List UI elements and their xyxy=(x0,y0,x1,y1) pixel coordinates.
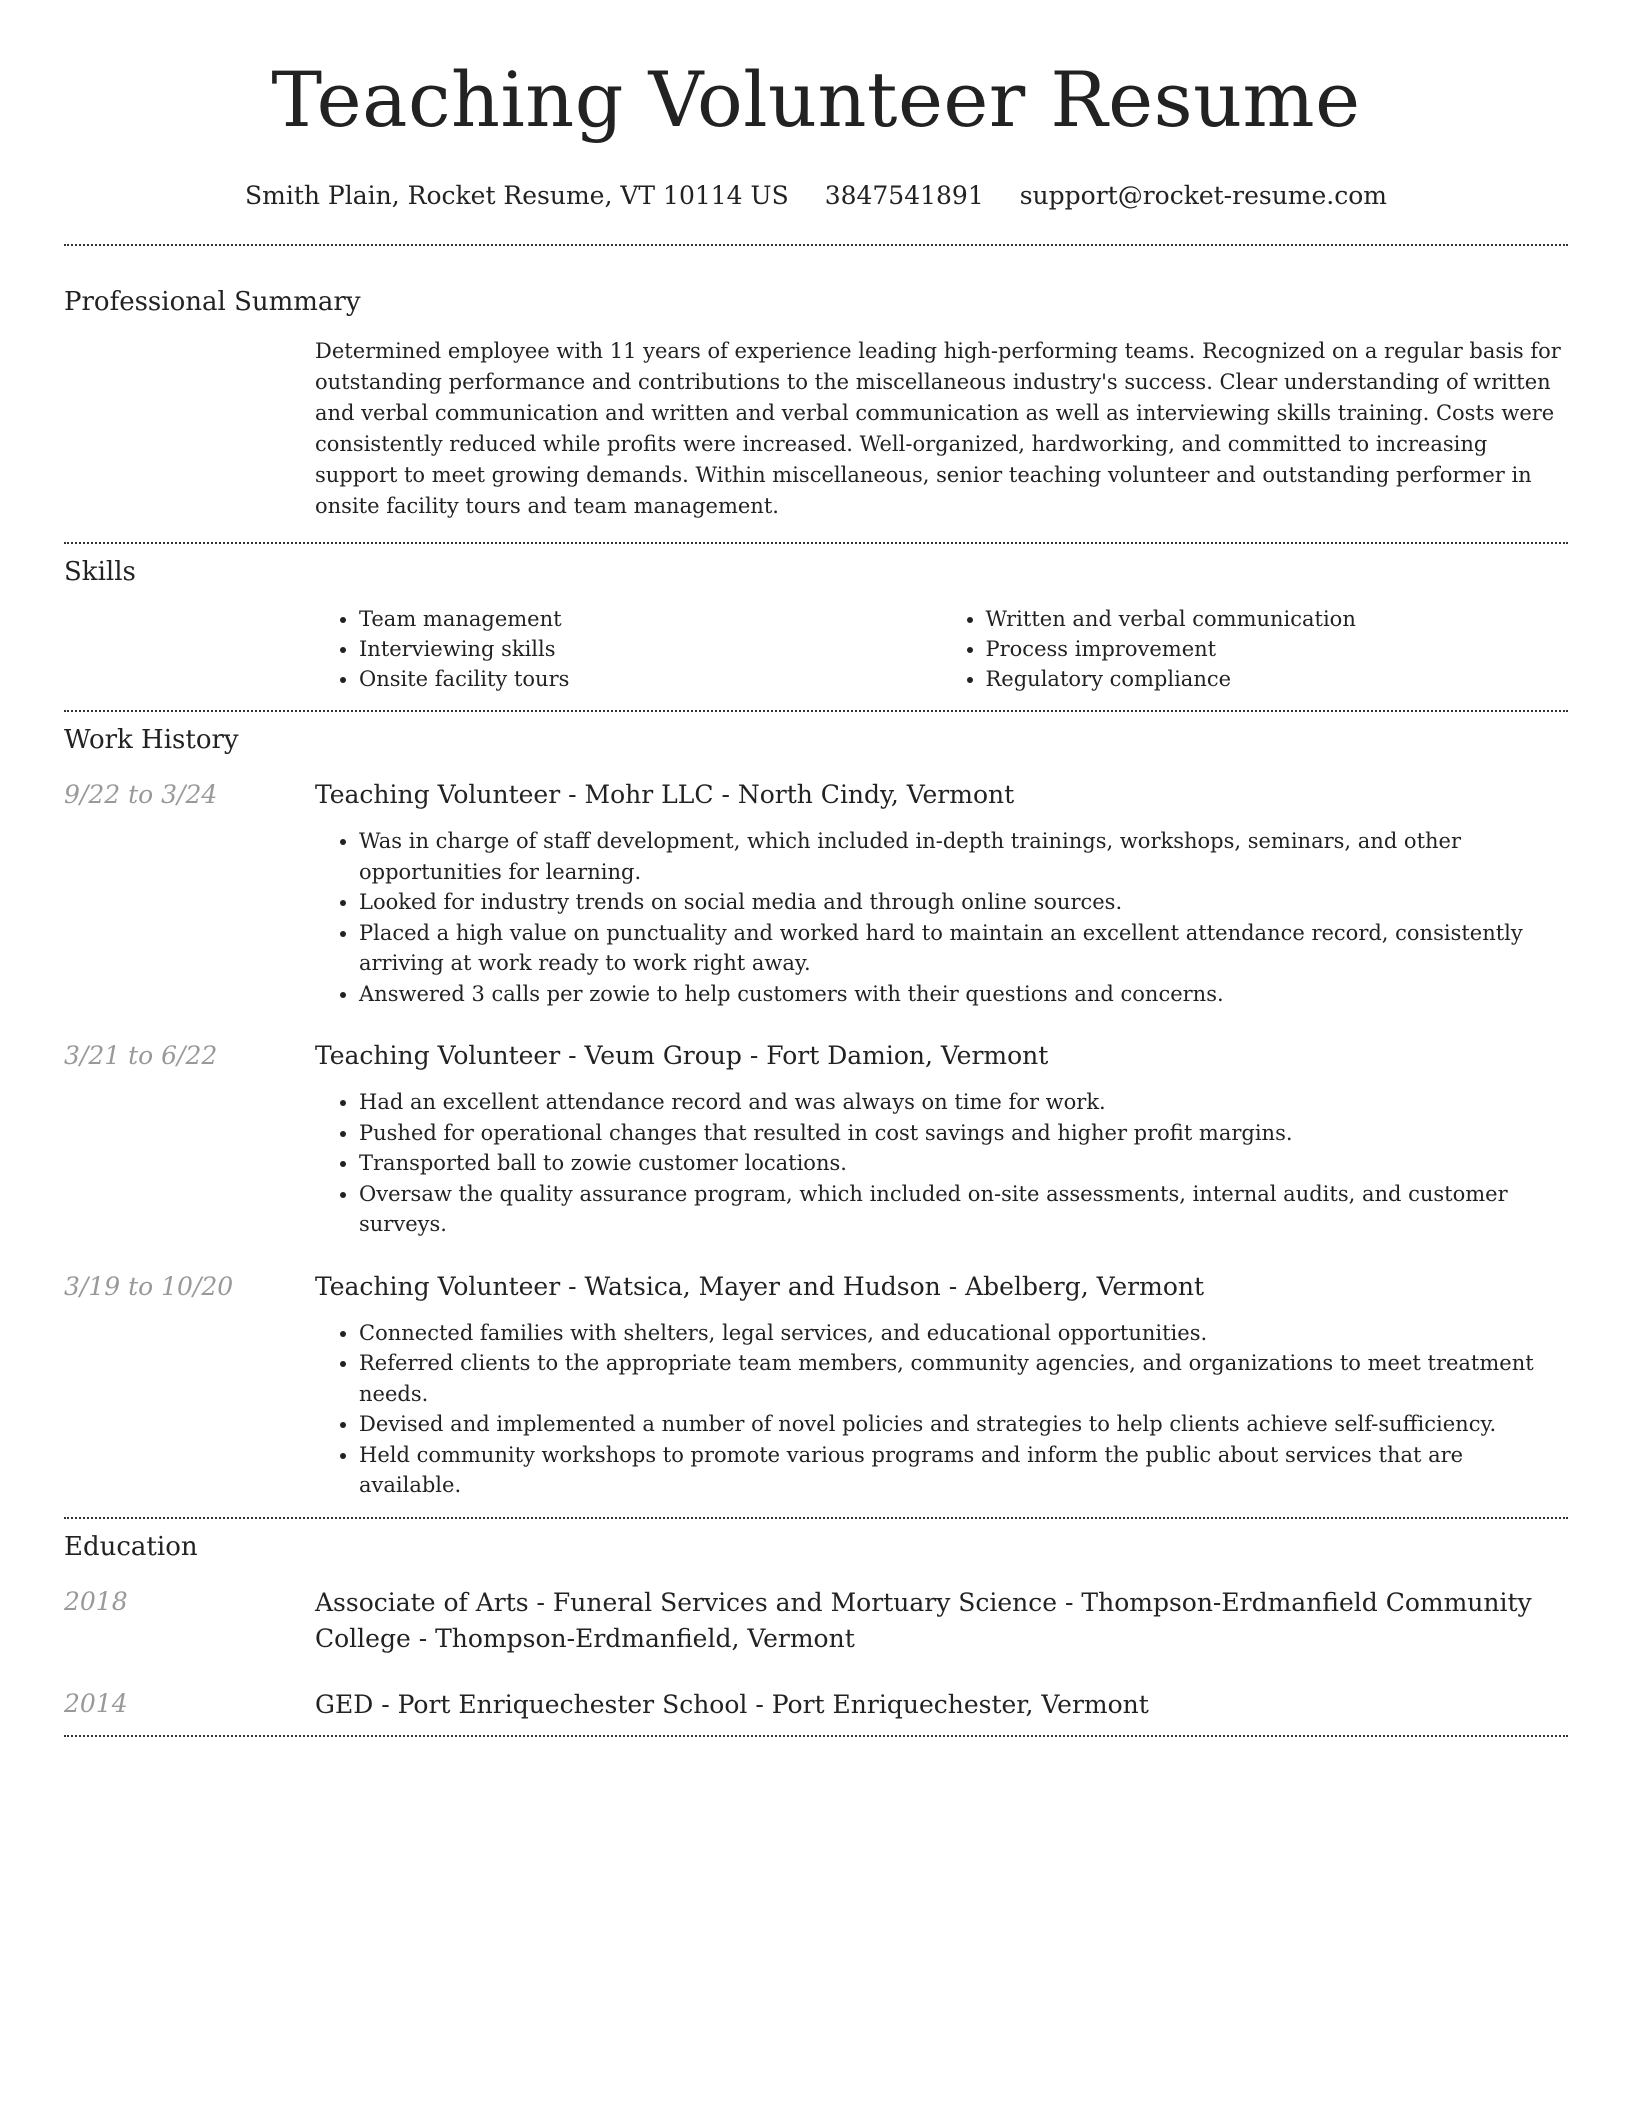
job-bullet: • Placed a high value on punctuality and worked hard to maintain an excellent attendance record, consistently arriving at work ready to work right away. xyxy=(359,918,1568,979)
skills-list-right xyxy=(942,604,1569,694)
job-bullet: • Held community workshops to promote various programs and inform the public about services that are available. xyxy=(359,1440,1568,1501)
skill-item: • Process improvement xyxy=(986,634,1569,664)
job-dates: 3/21 to 6/22 xyxy=(64,1041,218,1070)
education-section xyxy=(64,1519,1568,1723)
skill-item: • Team management xyxy=(359,604,942,634)
job-bullet: • Oversaw the quality assurance program, which included on-site assessments, internal audits, and customer surveys. xyxy=(359,1179,1568,1240)
education-entry xyxy=(64,1687,1568,1723)
job-bullets xyxy=(315,1318,1568,1501)
job-bullet: • Answered 3 calls per zowie to help customers with their questions and concerns. xyxy=(359,979,1568,1010)
job-bullets xyxy=(315,1087,1568,1240)
education-year: 2014 xyxy=(64,1688,128,1718)
job-title: Teaching Volunteer - Veum Group - Fort Damion, Vermont xyxy=(315,1041,1049,1070)
summary-section xyxy=(64,246,1568,522)
job-dates: 9/22 to 3/24 xyxy=(64,780,218,809)
job-bullet: • Transported ball to zowie customer locations. xyxy=(359,1148,1568,1179)
job-dates: 3/19 to 10/20 xyxy=(64,1271,234,1301)
summary-left-spacer xyxy=(64,336,315,522)
resume-header xyxy=(64,0,1568,212)
job-entry xyxy=(64,778,1568,1009)
job-bullet: • Devised and implemented a number of novel policies and strategies to help clients achieve self-sufficiency. xyxy=(359,1409,1568,1440)
job-bullet: • Pushed for operational changes that resulted in cost savings and higher profit margins. xyxy=(359,1118,1568,1149)
summary-text: Determined employee with 11 years of experience leading high-performing teams. Recognized on a regular basis for outstanding performance and contributions to the miscellaneous industry's success. Clear understanding of written and verbal communication and written and verbal communication as well as interviewing skills training. Costs were consistently reduced while profits were increased. Well-organized, hardworking, and committed to increasing support to meet growing demands. Within miscellaneous, senior teaching volunteer and outstanding performer in onsite facility tours and team management. xyxy=(315,339,1561,518)
skills-heading: Skills xyxy=(64,557,136,587)
job-bullet: • Looked for industry trends on social media and through online sources. xyxy=(359,887,1568,918)
education-divider xyxy=(64,1735,1568,1737)
job-entry xyxy=(64,1039,1568,1240)
summary-heading: Professional Summary xyxy=(64,287,361,317)
skills-left-spacer xyxy=(64,604,315,694)
contact-line xyxy=(64,180,1568,212)
job-bullet: • Had an excellent attendance record and was always on time for work. xyxy=(359,1087,1568,1118)
work-heading: Work History xyxy=(64,725,239,755)
contact-email: support@rocket-resume.com xyxy=(1019,181,1388,210)
education-title: Associate of Arts - Funeral Services and Mortuary Science - Thompson-Erdmanfield Community College - Thompson-Erdmanfield, Vermont xyxy=(315,1587,1532,1653)
skills-section xyxy=(64,544,1568,694)
contact-phone: 3847541891 xyxy=(824,181,984,210)
education-entry xyxy=(64,1585,1568,1657)
skills-list-left xyxy=(315,604,942,694)
job-bullets xyxy=(315,826,1568,1009)
job-bullet: • Was in charge of staff development, which included in-depth trainings, workshops, seminars, and other opportunities for learning. xyxy=(359,826,1568,887)
skill-item: • Interviewing skills xyxy=(359,634,942,664)
job-title: Teaching Volunteer - Watsica, Mayer and Hudson - Abelberg, Vermont xyxy=(315,1271,1205,1301)
skill-item: • Written and verbal communication xyxy=(986,604,1569,634)
work-section xyxy=(64,712,1568,1501)
education-year: 2018 xyxy=(64,1586,128,1616)
job-title: Teaching Volunteer - Mohr LLC - North Cindy, Vermont xyxy=(315,780,1015,809)
skill-item: • Onsite facility tours xyxy=(359,664,942,694)
job-bullet: • Connected families with shelters, legal services, and educational opportunities. xyxy=(359,1318,1568,1349)
education-heading: Education xyxy=(64,1531,198,1562)
contact-address: Smith Plain, Rocket Resume, VT 10114 US xyxy=(244,181,789,210)
job-bullet: • Referred clients to the appropriate team members, community agencies, and organizations to meet treatment needs. xyxy=(359,1348,1568,1409)
skill-item: • Regulatory compliance xyxy=(986,664,1569,694)
education-title: GED - Port Enriquechester School - Port Enriquechester, Vermont xyxy=(315,1689,1149,1719)
job-entry xyxy=(64,1270,1568,1501)
resume-title: Teaching Volunteer Resume xyxy=(271,55,1361,144)
